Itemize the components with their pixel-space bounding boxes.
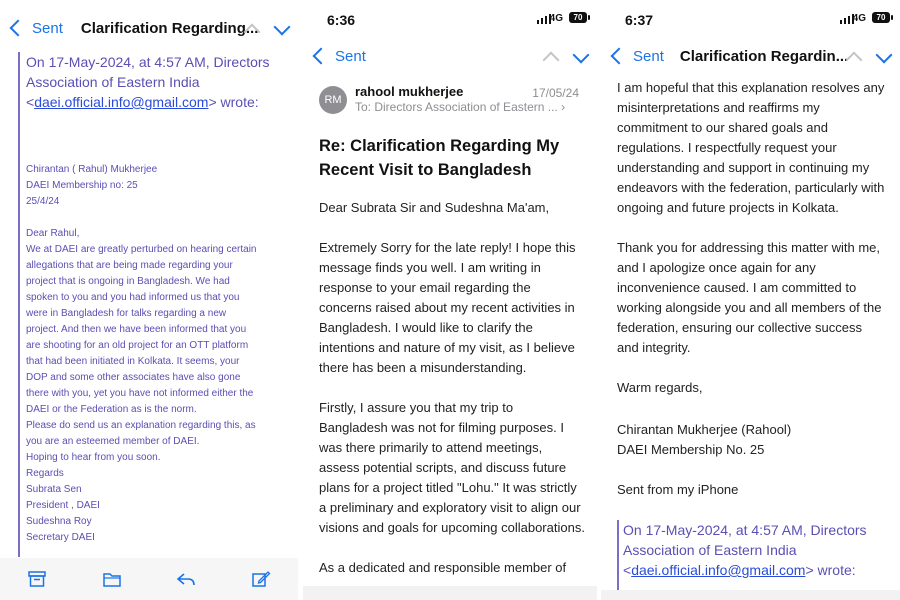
folder-icon[interactable] <box>103 571 121 587</box>
status-bar <box>601 0 900 40</box>
letter-line: there with you, yet you have not informed either the <box>26 388 254 399</box>
body-paragraph: Firstly, I assure you that my trip to Bangladesh was not for filming purposes. I was there primarily to attend meetings, assess potential scripts, and discuss future plans for a project titled "Lohu." It was strictly a preliminary and exploratory visit to align our visions and goals for upcoming collaborations. <box>319 400 585 535</box>
email-body <box>617 78 887 418</box>
quote-header: On 17-May-2024, at 4:57 AM, Directors Association of Eastern India <daei.official.info@gmail.com> wrote: <box>26 54 270 110</box>
body-paragraph: I am hopeful that this explanation resolves any misinterpretations and reaffirms my commitment to our shared goals and regulations. I respectfully request your understanding and support in continuing my endeavors with the federation, particularly with ongoing and future projects in Kolkata. <box>617 80 885 215</box>
letter-line: Chirantan ( Rahul) Mukherjee <box>26 164 158 175</box>
chevron-left-icon <box>10 20 27 37</box>
letter-line: We at DAEI are greatly perturbed on hearing certain <box>26 244 257 255</box>
mail-nav-bar <box>303 36 597 76</box>
chevron-up-icon[interactable] <box>244 24 261 41</box>
body-paragraph: As a dedicated and responsible member of <box>319 560 567 575</box>
letter-line: DAEI Membership no: 25 <box>26 180 138 191</box>
letter-line: Hoping to hear from you soon. <box>26 452 161 463</box>
bottom-bar <box>303 586 597 600</box>
letter-line <box>26 210 296 226</box>
letter-line: that had been initiated in Kolkata. It seems, your <box>26 356 240 367</box>
nav-title: Clarification Regardin... <box>679 47 849 65</box>
body-paragraph: Thank you for addressing this matter with me, and I apologize once again for any inconvenience caused. I am committed to working alongside you and all members of the federation, ensuring our collective success and integrity. <box>617 240 882 355</box>
body-paragraph: Warm regards, <box>617 380 703 395</box>
chevron-left-icon <box>313 48 330 65</box>
clock: 6:37 <box>625 12 654 28</box>
chevron-down-icon[interactable] <box>573 47 590 64</box>
chevron-up-icon[interactable] <box>543 52 560 69</box>
email-body <box>319 198 585 598</box>
nav-title: Clarification Regarding... <box>80 19 259 37</box>
letter-line: spoken to you and you had informed us that you <box>26 292 240 303</box>
letter-line: Sudeshna Roy <box>26 516 92 527</box>
body-paragraph: Dear Subrata Sir and Sudeshna Ma'am, <box>319 200 550 215</box>
email-link[interactable]: daei.official.info@gmail.com <box>34 94 209 110</box>
letter-line: you are an esteemed member of DAEI. <box>26 436 200 447</box>
letter-line: were in Bangladesh for talks regarding a new <box>26 308 227 319</box>
quoted-email <box>18 52 296 557</box>
bottom-bar <box>601 590 900 600</box>
chevron-left-icon <box>611 48 628 65</box>
letter-line: Regards <box>26 468 64 479</box>
letter-line: allegations that are being made regarding your <box>26 260 233 271</box>
letter-line: project. And then we have been informed that you <box>26 324 247 335</box>
chevron-up-icon[interactable] <box>846 52 863 69</box>
letter-line: President , DAEI <box>26 500 100 511</box>
letter-line: are shooting for an old project for an OTT platform <box>26 340 249 351</box>
battery-icon: 70 <box>569 12 587 23</box>
mail-toolbar <box>0 558 298 600</box>
email-link[interactable]: daei.official.info@gmail.com <box>631 562 806 578</box>
compose-icon[interactable] <box>252 571 270 587</box>
letter-line: Secretary DAEI <box>26 532 95 543</box>
letter-line: Dear Rahul, <box>26 228 80 239</box>
letter-line: Subrata Sen <box>26 484 82 495</box>
back-button[interactable] <box>303 48 366 65</box>
back-label: Sent <box>32 19 63 37</box>
letter-line: 25/4/24 <box>26 196 60 207</box>
clock: 6:36 <box>327 12 356 28</box>
divider <box>597 0 601 600</box>
reply-icon[interactable] <box>177 571 195 587</box>
chevron-down-icon[interactable] <box>274 19 291 36</box>
sender-name: rahool mukherjee <box>355 84 464 99</box>
letter-line: DAEI or the Federation as is the norm. <box>26 404 197 415</box>
mail-nav-bar <box>0 8 298 48</box>
back-button[interactable] <box>0 20 63 37</box>
back-label: Sent <box>633 47 664 65</box>
letter-line: Please do send us an explanation regarding this, as <box>26 420 256 431</box>
quote-header: On 17-May-2024, at 4:57 AM, Directors Association of Eastern India <daei.official.info@gmail.com> wrote: <box>623 522 867 578</box>
back-label: Sent <box>335 47 366 65</box>
back-button[interactable] <box>601 48 664 65</box>
battery-icon: 70 <box>872 12 890 23</box>
divider <box>298 0 303 600</box>
recipient-line[interactable]: To: Directors Association of Eastern ... › <box>355 100 566 114</box>
email-date: 17/05/24 <box>532 86 579 100</box>
letter-line: DOP and some other associates have also gone <box>26 372 241 383</box>
archive-icon[interactable] <box>28 571 46 587</box>
email-subject: Re: Clarification Regarding My Recent Visit to Bangladesh <box>319 137 560 179</box>
panel-reply-top <box>303 0 597 600</box>
letter-line: project that is ongoing in Bangladesh. We had <box>26 276 230 287</box>
signature: Chirantan Mukherjee (Rahool) DAEI Membership No. 25 <box>617 422 792 457</box>
mail-nav-bar <box>601 36 900 76</box>
network-type: 4G <box>852 13 866 24</box>
panel-original-email <box>0 0 298 600</box>
network-type: 4G <box>549 13 563 24</box>
avatar: RM <box>319 86 347 114</box>
body-paragraph: Extremely Sorry for the late reply! I hope this message finds you well. I am writing in response to your email regarding the concerns raised about my recent activities in Bangladesh. I would like to clarify the intentions and nature of my visit, as I believe there has been a misunderstanding. <box>319 240 576 375</box>
chevron-down-icon[interactable] <box>876 47 893 64</box>
quoted-email <box>617 520 893 600</box>
letter-body <box>26 162 296 546</box>
panel-reply-bottom <box>601 0 900 600</box>
status-bar <box>303 0 597 40</box>
sent-from: Sent from my iPhone <box>617 482 739 497</box>
